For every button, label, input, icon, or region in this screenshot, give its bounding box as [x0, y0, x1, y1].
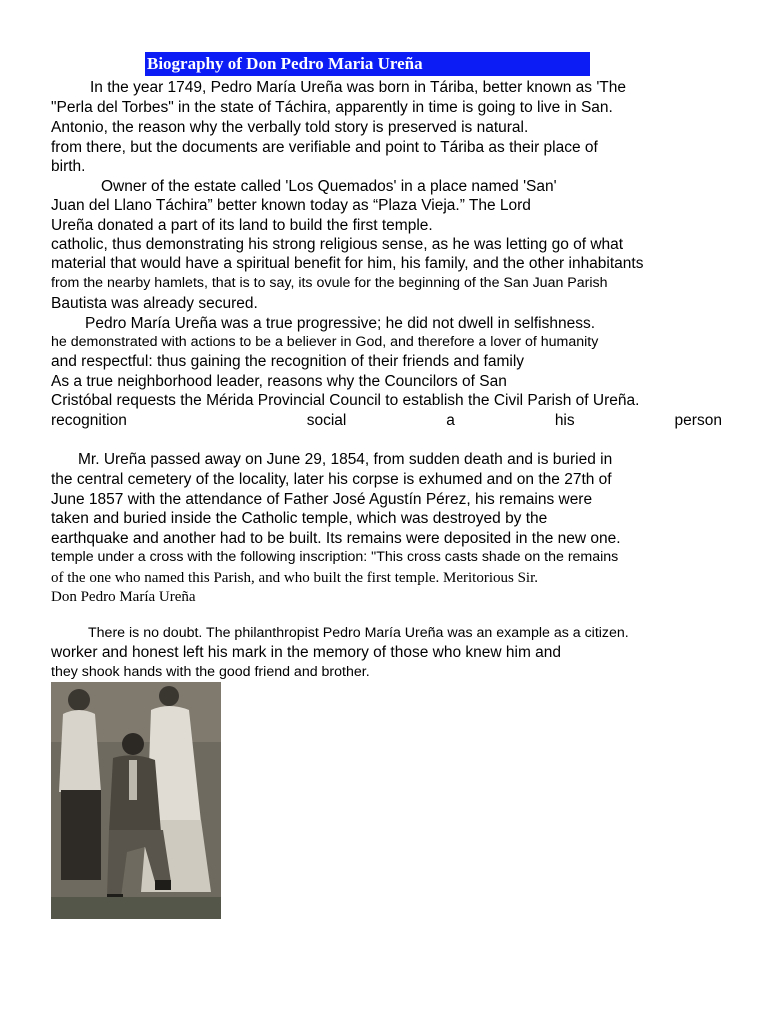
text-line: Mr. Ureña passed away on June 29, 1854, from sudden death and is buried in [78, 451, 613, 468]
text-line: from there, but the documents are verifiable and point to Táriba as their place of [51, 139, 598, 156]
text-line: and respectful: thus gaining the recognition of their friends and family [51, 353, 525, 370]
text-line: material that would have a spiritual benefit for him, his family, and the other inhabitants [51, 255, 644, 272]
text-line: from the nearby hamlets, that is to say, its ovule for the beginning of the San Juan Parish [51, 275, 608, 291]
page-title: Biography of Don Pedro Maria Ureña [145, 52, 590, 76]
text-line: catholic, thus demonstrating his strong religious sense, as he was letting go of what [51, 236, 624, 253]
text-line: As a true neighborhood leader, reasons why the Councilors of San [51, 373, 507, 390]
text-line: Owner of the estate called 'Los Quemados' in a place named 'San' [101, 178, 557, 195]
word: his [554, 412, 575, 429]
text-line: Pedro María Ureña was a true progressive; he did not dwell in selfishness. [85, 315, 596, 332]
text-line: temple under a cross with the following inscription: "This cross casts shade on the remains [51, 549, 619, 565]
text-line: of the one who named this Parish, and who built the first temple. Meritorious Sir. [51, 570, 539, 586]
word: a [446, 412, 455, 429]
text-line: birth. [51, 158, 86, 175]
word: social [306, 412, 347, 429]
old-photograph [51, 682, 221, 919]
text-line: "Perla del Torbes" in the state of Táchira, apparently in time is going to live in San. [51, 99, 613, 116]
text-line: the central cemetery of the locality, later his corpse is exhumed and on the 27th of [51, 471, 612, 488]
text-line: There is no doubt. The philanthropist Pedro María Ureña was an example as a citizen. [88, 625, 629, 641]
text-line: worker and honest left his mark in the memory of those who knew him and [51, 644, 562, 661]
text-line: June 1857 with the attendance of Father José Agustín Pérez, his remains were [51, 491, 593, 508]
word: recognition [51, 412, 127, 429]
text-line: he demonstrated with actions to be a believer in God, and therefore a lover of humanity [51, 334, 599, 350]
word: person [674, 412, 722, 429]
text-line: taken and buried inside the Catholic temple, which was destroyed by the [51, 510, 548, 527]
recognition-line [51, 411, 767, 430]
text-line: Bautista was already secured. [51, 295, 258, 312]
text-line: Ureña donated a part of its land to build the first temple. [51, 217, 433, 234]
text-line: they shook hands with the good friend and brother. [51, 664, 370, 680]
text-line: earthquake and another had to be built. Its remains were deposited in the new one. [51, 530, 621, 547]
text-line: Don Pedro María Ureña [51, 589, 196, 605]
text-line: Antonio, the reason why the verbally told story is preserved is natural. [51, 119, 529, 136]
text-line: Juan del Llano Táchira” better known today as “Plaza Vieja.” The Lord [51, 197, 531, 214]
text-line: In the year 1749, Pedro María Ureña was born in Táriba, better known as 'The [90, 79, 626, 96]
old-photograph-three-people-icon [51, 682, 221, 919]
text-line: Cristóbal requests the Mérida Provincial Council to establish the Civil Parish of Ureña. [51, 392, 640, 409]
